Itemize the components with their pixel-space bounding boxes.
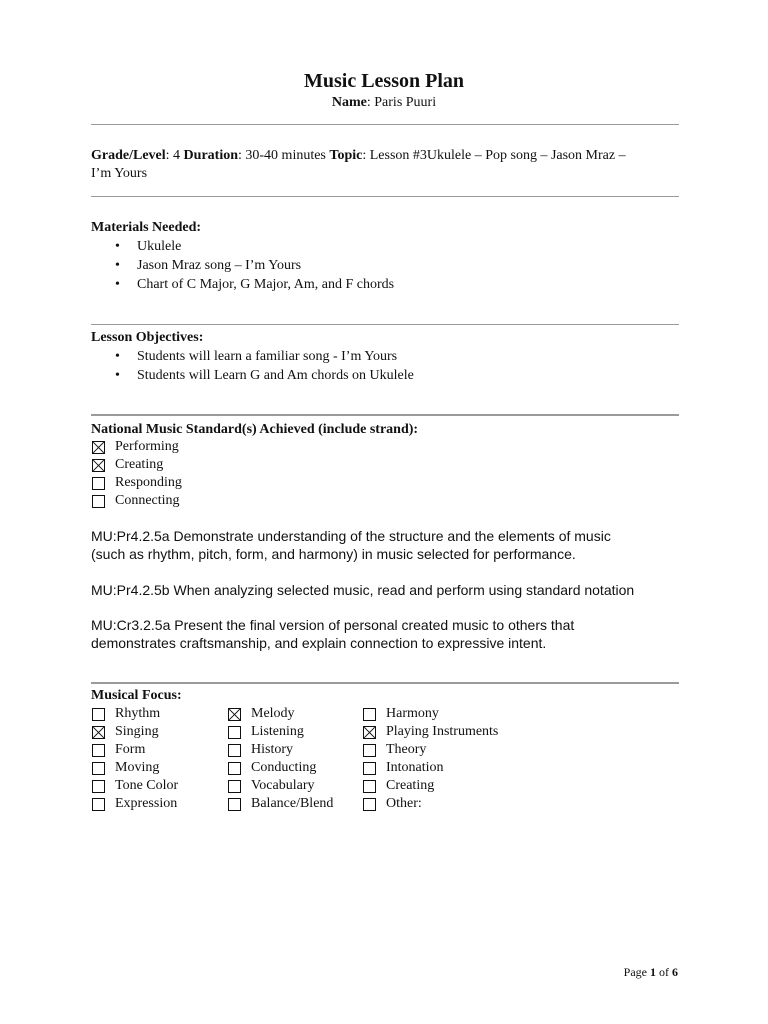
focus-option-checkbox[interactable] [92,744,105,757]
objective-item [115,366,414,385]
focus-option-checkbox[interactable] [92,762,105,775]
focus-option-checkbox[interactable] [92,798,105,811]
focus-option-label: Listening [251,724,304,739]
topic-value: : Lesson #3Ukulele – Pop song – Jason Mraz – [362,148,626,163]
standard-option-label: Creating [115,457,164,472]
materials-heading: Materials Needed: [91,220,202,235]
objective-item-text: Students will learn a familiar song - I’m Yours [137,349,398,364]
grade-label: Grade/Level [91,148,166,163]
focus-option-checkbox[interactable] [363,744,376,757]
focus-option-label: Harmony [386,706,439,721]
focus-option-checkbox[interactable] [228,744,241,757]
material-item [115,275,395,294]
focus-option-label: Rhythm [115,706,161,721]
standard-cr325a-line1: MU:Cr3.2.5a Present the final version of personal created music to others that [91,617,575,633]
focus-option-label: Expression [115,796,178,811]
standard-cr325a-line2: demonstrates craftsmanship, and explain connection to expressive intent. [91,635,547,651]
focus-option-checkbox[interactable] [363,726,376,739]
standard-option-checkbox[interactable] [92,459,105,472]
focus-option-label: Playing Instruments [386,724,499,739]
divider [91,324,679,325]
focus-option-checkbox[interactable] [228,780,241,793]
focus-option-checkbox[interactable] [92,780,105,793]
objectives-heading: Lesson Objectives: [91,330,204,345]
duration-value: : 30-40 minutes [238,148,330,163]
material-item [115,256,302,275]
focus-option-label: Moving [115,760,160,775]
bullet-icon: • [115,239,120,254]
divider [91,682,679,684]
objective-item-text: Students will Learn G and Am chords on Ukulele [137,368,414,383]
focus-option-label: Melody [251,706,295,721]
focus-option-checkbox[interactable] [228,708,241,721]
standard-option-label: Responding [115,475,182,490]
topic-continuation: I’m Yours [91,166,148,181]
standard-option-label: Performing [115,439,179,454]
focus-option-checkbox[interactable] [228,798,241,811]
bullet-icon: • [115,349,120,364]
bullet-icon: • [115,258,120,273]
focus-option-label: Balance/Blend [251,796,334,811]
name-value: : Paris Puuri [366,95,437,110]
standard-pr425b: MU:Pr4.2.5b When analyzing selected music, read and perform using standard notation [91,582,635,598]
of-word: of [656,965,672,979]
focus-option-label: Tone Color [115,778,179,793]
material-item-text: Chart of C Major, G Major, Am, and F chords [137,277,395,292]
divider [91,196,679,197]
author-line [0,95,768,111]
focus-option-label: Creating [386,778,435,793]
page-number: 1 [650,965,656,979]
material-item-text: Ukulele [137,239,182,254]
lesson-info [91,147,691,183]
focus-option-checkbox[interactable] [363,762,376,775]
material-item [115,237,182,256]
page-indicator [624,965,678,980]
page-title: Music Lesson Plan [303,70,465,92]
grade-value: : 4 [165,148,184,163]
bullet-icon: • [115,277,120,292]
duration-label: Duration [183,148,238,163]
focus-option-checkbox[interactable] [363,780,376,793]
focus-heading: Musical Focus: [91,688,182,703]
standard-option-label: Connecting [115,493,180,508]
material-item-text: Jason Mraz song – I’m Yours [137,258,302,273]
focus-option-checkbox[interactable] [363,798,376,811]
focus-option-label: Singing [115,724,159,739]
standard-option-checkbox[interactable] [92,495,105,508]
focus-option-label: Conducting [251,760,317,775]
divider [91,414,679,416]
focus-option-label: Intonation [386,760,444,775]
focus-option-label: Vocabulary [251,778,315,793]
focus-option-label: Theory [386,742,427,757]
focus-option-checkbox[interactable] [228,726,241,739]
focus-option-checkbox[interactable] [228,762,241,775]
objective-item [115,347,398,366]
standard-pr425a-line1: MU:Pr4.2.5a Demonstrate understanding of the structure and the elements of music [91,528,611,544]
standard-pr425a-line2: (such as rhythm, pitch, form, and harmony) in music selected for performance. [91,546,576,562]
page-total: 6 [672,965,678,979]
focus-option-checkbox[interactable] [92,726,105,739]
standards-heading: National Music Standard(s) Achieved (include strand): [91,422,419,437]
bullet-icon: • [115,368,120,383]
divider [91,124,679,125]
focus-option-checkbox[interactable] [363,708,376,721]
standard-option-checkbox[interactable] [92,441,105,454]
standard-option-checkbox[interactable] [92,477,105,490]
topic-label: Topic [329,148,363,163]
name-label: Name [331,95,367,110]
focus-option-label: History [251,742,293,757]
focus-option-label: Form [115,742,146,757]
focus-option-label: Other: [386,796,422,811]
focus-option-checkbox[interactable] [92,708,105,721]
page-word: Page [623,965,650,979]
